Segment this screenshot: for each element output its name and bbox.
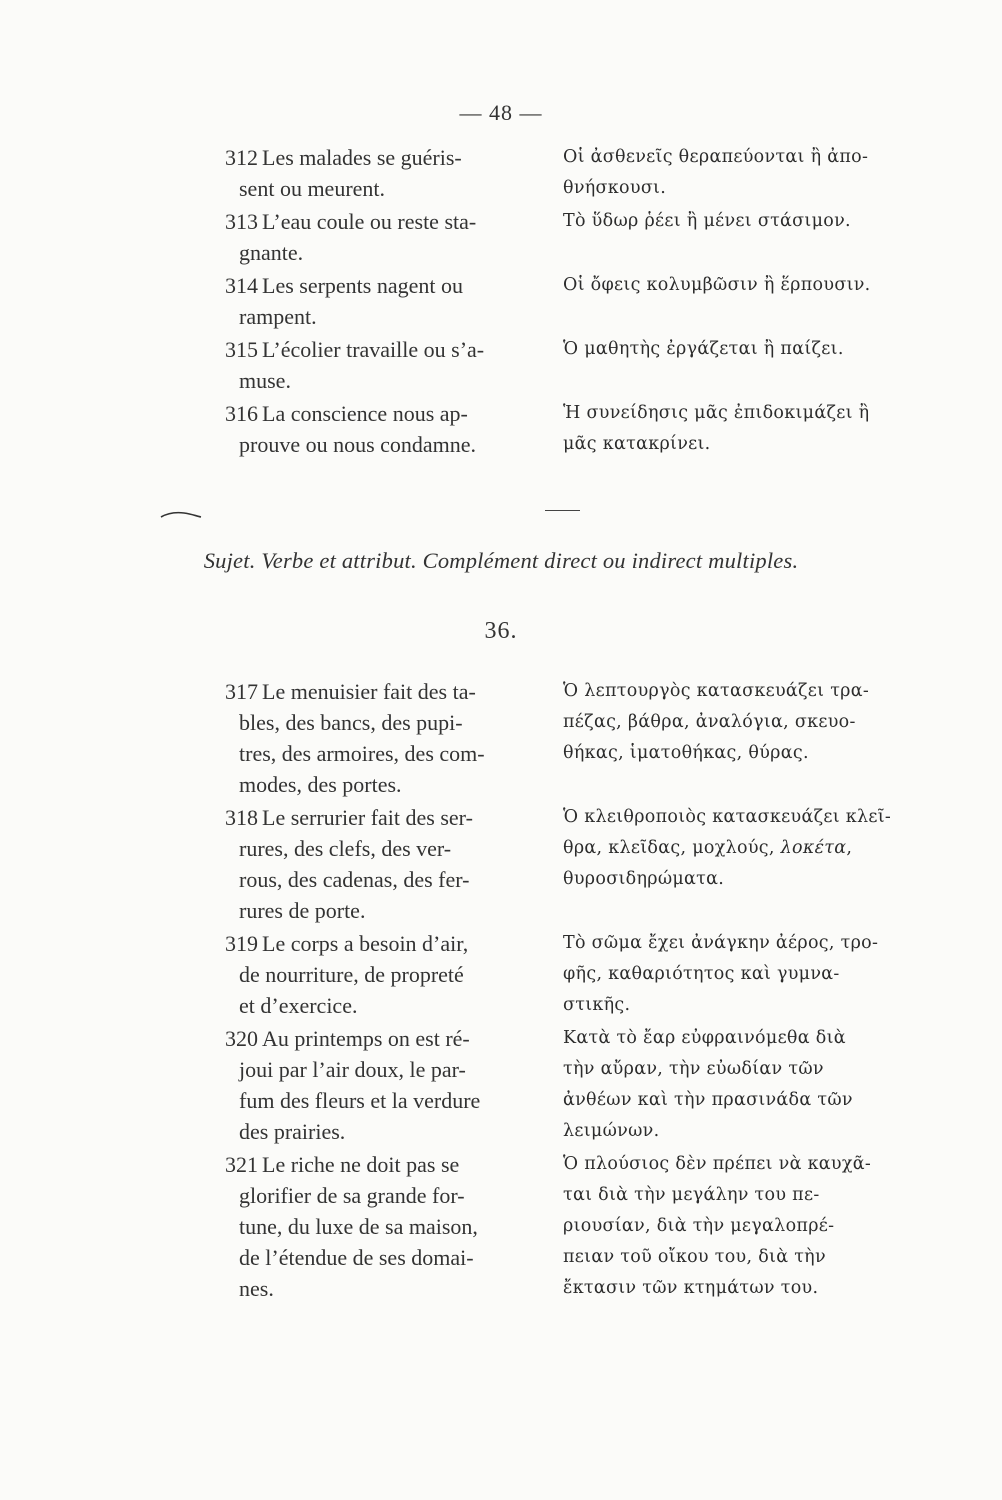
french-first-line <box>225 928 555 959</box>
greek-line: θυροσιδηρώματα. <box>563 869 725 889</box>
french-line: tres, des armoires, des com- <box>239 741 485 766</box>
entry-number: 316 <box>225 401 258 426</box>
greek-text <box>563 928 933 1021</box>
french-text <box>225 676 555 800</box>
greek-line: πέζας, βάθρα, ἀναλόγια, σκευο- <box>563 712 856 732</box>
french-first-line <box>225 676 555 707</box>
french-line: Le menuisier fait des ta- <box>262 679 476 704</box>
greek-line: θρα, κλεῖδας, μοχλούς, λοκέτα, <box>563 838 853 858</box>
french-line: de nourriture, de propreté <box>239 962 464 987</box>
french-line: de l’étendue de ses domai- <box>239 1245 474 1270</box>
french-text <box>225 1149 555 1304</box>
french-first-line <box>225 206 555 237</box>
greek-text <box>563 142 933 204</box>
french-line: rures, des clefs, des ver- <box>239 836 452 861</box>
entry-number: 314 <box>225 273 258 298</box>
french-first-line <box>225 1023 555 1054</box>
greek-line: θνήσκουσι. <box>563 178 667 198</box>
french-line: Les serpents nagent ou <box>262 273 463 298</box>
french-first-line <box>225 142 555 173</box>
entry-number: 317 <box>225 679 258 704</box>
french-text <box>225 334 555 396</box>
entry-number: 319 <box>225 931 258 956</box>
french-text <box>225 142 555 204</box>
french-line: rampent. <box>239 304 317 329</box>
french-line: modes, des portes. <box>239 772 402 797</box>
greek-text <box>563 676 933 769</box>
greek-line: Ὁ κλειθροποιὸς κατασκευάζει κλεῖ- <box>563 807 892 827</box>
french-line: Les malades se guéris- <box>262 145 462 170</box>
entry-number: 313 <box>225 209 258 234</box>
french-line: La conscience nous ap- <box>262 401 468 426</box>
greek-line: θήκας, ἱματοθήκας, θύρας. <box>563 743 809 763</box>
page-number: — 48 — <box>459 100 543 125</box>
french-text <box>225 206 555 268</box>
french-line: L’écolier travaille ou s’a- <box>262 337 485 362</box>
entry-number: 320 <box>225 1026 258 1051</box>
french-line: L’eau coule ou reste sta- <box>262 209 477 234</box>
greek-line: ἀνθέων καὶ τὴν πρασινάδα τῶν <box>563 1090 853 1110</box>
greek-text <box>563 1149 933 1304</box>
french-text <box>225 802 555 926</box>
greek-line: τὴν αὔραν, τὴν εὐωδίαν τῶν <box>563 1059 824 1079</box>
french-first-line <box>225 398 555 429</box>
french-line: des prairies. <box>239 1119 346 1144</box>
french-line: et d’exercice. <box>239 993 358 1018</box>
greek-line: Τὸ ὕδωρ ῥέει ἢ μένει στάσιμον. <box>563 211 851 231</box>
french-first-line <box>225 334 555 365</box>
greek-line: ριουσίαν, διὰ τὴν μεγαλοπρέ- <box>563 1216 835 1236</box>
french-line: bles, des bancs, des pupi- <box>239 710 463 735</box>
greek-line: Ὁ πλούσιος δὲν πρέπει νὰ καυχᾶ- <box>563 1154 872 1174</box>
entry-number: 318 <box>225 805 258 830</box>
section-title: Sujet. Verbe et attribut. Complément direct ou indirect multiples. <box>203 548 799 573</box>
greek-line: Ὁ μαθητὴς ἐργάζεται ἢ παίζει. <box>563 339 844 359</box>
french-line: rures de porte. <box>239 898 366 923</box>
section-number: 36. <box>484 618 518 644</box>
entry-number: 312 <box>225 145 258 170</box>
greek-text <box>563 398 933 460</box>
greek-line: λειμώνων. <box>563 1121 660 1141</box>
greek-line: Οἱ ἀσθενεῖς θεραπεύονται ἢ ἀπο- <box>563 147 869 167</box>
french-line: tune, du luxe de sa maison, <box>239 1214 478 1239</box>
greek-line: Ἡ συνείδησις μᾶς ἐπιδοκιμάζει ἢ <box>563 403 870 423</box>
greek-text <box>563 206 933 237</box>
french-line: muse. <box>239 368 291 393</box>
greek-text <box>563 1023 933 1147</box>
greek-line: Τὸ σῶμα ἔχει ἀνάγκην ἀέρος, τρο- <box>563 933 879 953</box>
french-line: sent ou meurent. <box>239 176 386 201</box>
french-line: gnante. <box>239 240 304 265</box>
greek-line: Οἱ ὄφεις κολυμβῶσιν ἢ ἕρπουσιν. <box>563 275 871 295</box>
greek-line: ται διὰ τὴν μεγάλην του πε- <box>563 1185 820 1205</box>
greek-line: πειαν τοῦ οἴκου του, διὰ τὴν <box>563 1247 826 1267</box>
french-line: Le riche ne doit pas se <box>262 1152 460 1177</box>
greek-line: στικῆς. <box>563 995 631 1015</box>
greek-text <box>563 802 933 895</box>
greek-line: μᾶς κατακρίνει. <box>563 434 711 454</box>
entry-number: 315 <box>225 337 258 362</box>
greek-text <box>563 270 933 301</box>
french-line: Le corps a besoin d’air, <box>262 931 469 956</box>
entry-number: 321 <box>225 1152 258 1177</box>
french-text <box>225 928 555 1021</box>
french-first-line <box>225 270 555 301</box>
greek-line: ἔκτασιν τῶν κτημάτων του. <box>563 1278 819 1298</box>
greek-line: Ὁ λεπτουργὸς κατασκευάζει τρα- <box>563 681 870 701</box>
french-text <box>225 1023 555 1147</box>
greek-line: φῆς, καθαριότητος καὶ γυμνα- <box>563 964 840 984</box>
french-text <box>225 270 555 332</box>
french-line: prouve ou nous condamne. <box>239 432 477 457</box>
french-line: nes. <box>239 1276 274 1301</box>
french-line: rous, des cadenas, des fer- <box>239 867 470 892</box>
section-divider <box>545 510 580 511</box>
ink-mark <box>160 506 202 514</box>
french-text <box>225 398 555 460</box>
french-line: joui par l’air doux, le par- <box>239 1057 466 1082</box>
french-line: Le serrurier fait des ser- <box>262 805 473 830</box>
greek-line: Κατὰ τὸ ἔαρ εὐφραινόμεθα διὰ <box>563 1028 846 1048</box>
french-line: Au printemps on est ré- <box>262 1026 470 1051</box>
french-line: fum des fleurs et la verdure <box>239 1088 481 1113</box>
french-first-line <box>225 802 555 833</box>
french-line: glorifier de sa grande for- <box>239 1183 465 1208</box>
french-first-line <box>225 1149 555 1180</box>
greek-text <box>563 334 933 365</box>
